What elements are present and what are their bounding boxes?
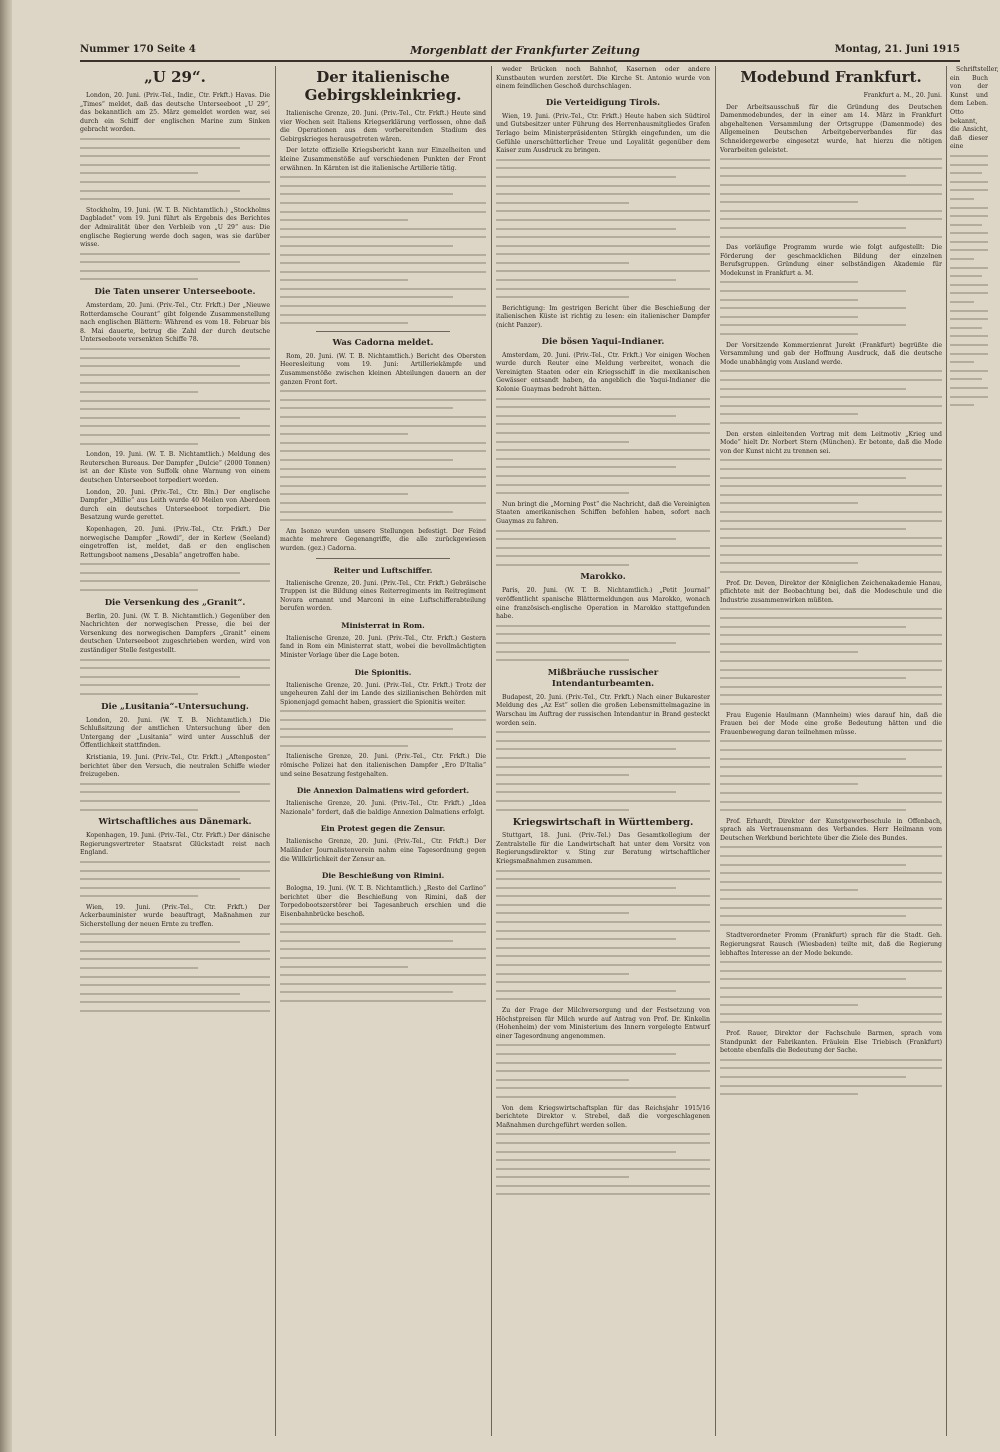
headline-daenemark: Wirtschaftliches aus Dänemark. — [98, 817, 252, 828]
newspaper-title: Morgenblatt der Frankfurter Zeitung — [410, 44, 640, 57]
article-paragraph: Stockholm, 19. Juni. (W. T. B. Nichtamtlich.) „Stockholms Dagbladet“ vom 19. Juni führt als Ergebnis des Berichtes der Admiralität über den Verbleib von „U 29“ aus: Die englische Regierung werde doch sagen, was sie darüber wisse. — [80, 206, 270, 249]
illegible-text — [80, 933, 270, 1012]
divider — [316, 331, 450, 332]
article-paragraph: Stuttgart, 18. Juni. (Priv.-Tel.) Das Gesamtkollegium der Zentralstelle für die Landwirtschaft hat unter dem Vorsitz von Regierungsdirektor v. Sting zur Beratung wirtschaftlicher Kriegsmaßnahmen zusammen. — [496, 832, 710, 865]
article-paragraph: Berichtigung: Im gestrigen Bericht über die Beschießung der italienischen Küste ist richtig zu lesen: ein italienischer Dampfer (nicht Panzer). — [496, 304, 710, 330]
column-1 — [80, 66, 270, 1426]
article-paragraph: Von dem Kriegswirtschaftsplan für das Reichsjahr 1915/16 berichtete Direktor v. Strebel, daß die vorgeschlagenen Maßnahmen durchgeführt werden sollen. — [496, 1104, 710, 1129]
illegible-text — [280, 390, 486, 521]
article-paragraph: Kopenhagen, 19. Juni. (Priv.-Tel., Ctr. Frkft.) Der dänische Regierungsvertreter Staatsrat Glückstadt reist nach England. — [80, 832, 270, 857]
divider — [316, 558, 450, 559]
headline-modebund: Modebund Frankfurt. — [740, 68, 922, 86]
article-paragraph: Das vorläufige Programm wurde wie folgt aufgestellt: Die Förderung der geschmacklichen Bildung der einzelnen Berufsgruppen. Gründung einer selbständigen Akademie für Modekunst in Frankfurt a. M. — [720, 244, 942, 277]
headline-marokko: Marokko. — [580, 572, 626, 583]
article-paragraph: Berlin, 20. Juni. (W. T. B. Nichtamtlich.) Gegenüber den Nachrichten der norwegischen Presse, die bei der Versenkung des norwegischen Dampfers „Granit“ einem deutschen Unterseeboot zugeschrieben werden, wird von zuständiger Stelle festgestellt. — [80, 612, 270, 655]
article-paragraph: Frau Eugenie Haulmann (Mannheim) wies darauf hin, daß die Frauen bei der Mode eine große Bedeutung hätten und die Frauenbewegung daran teilnehmen müsse. — [720, 711, 942, 736]
article-paragraph: London, 20. Juni. (Priv.-Tel., Ctr. Bln.) Der englische Dampfer „Millie“ aus Leith wurde 40 Meilen von Aberdeen durch ein deutsches Unterseeboot torpediert. Die Besatzung wurde gerettet. — [80, 488, 270, 522]
article-paragraph: Den ersten einleitenden Vortrag mit dem Leitmotiv „Krieg und Mode“ hielt Dr. Norbert Stern (München). Er betonte, daß die Mode von der Kunst nicht zu trennen sei. — [720, 430, 942, 455]
issue-date: Montag, 21. Juni 1915 — [834, 44, 960, 55]
illegible-text — [280, 710, 486, 746]
headline-granit: Die Versenkung des „Granit“. — [104, 597, 246, 608]
illegible-text — [80, 138, 270, 200]
column-rule — [275, 66, 276, 1436]
illegible-text — [720, 740, 942, 811]
article-paragraph: London, 20. Juni. (Priv.-Tel., Indir., Ctr. Frkft.) Havas. Die „Times“ meldet, daß das deutsche Unterseeboot „U 29“, das bekanntlich am 25. März gemeldet worden war, sei durch ein Schiff der englischen Marine zum Sinken gebracht worden. — [80, 92, 270, 134]
illegible-text — [280, 176, 486, 324]
article-paragraph: Italienische Grenze, 20. Juni. (Priv.-Tel., Ctr. Frkft.) Der Mailänder Journalistenverein nahm eine Tagesordnung gegen die Willkürlichkeit der Zensur an. — [280, 838, 486, 863]
article-paragraph: Kopenhagen, 20. Juni. (Priv.-Tel., Ctr. Frkft.) Der norwegische Dampfer „Rowdi“, der in Kerlew (Seeland) eingetroffen ist, meldet, daß er den englischen Rettungsboot namens „Desabla“ angetroffen habe. — [80, 525, 270, 559]
headline-dalmatien: Die Annexion Dalmatiens wird gefordert. — [296, 786, 470, 796]
article-paragraph: Der Arbeitsausschuß für die Gründung des Deutschen Damenmodebundes, der in einer am 14. März in Frankfurt abgehaltenen Versammlung der Ortsgruppe (Damenmode) des Allgemeinen Deutschen Arbeitgeberverbandes für das Schneidergewerbe eingesetzt wurde, hat hierzu die nötigen Vorarbeiten geleistet. — [720, 103, 942, 154]
illegible-text — [720, 281, 942, 335]
illegible-text — [496, 159, 710, 299]
illegible-text — [80, 563, 270, 591]
illegible-text — [80, 861, 270, 897]
masthead — [80, 40, 960, 62]
column-4 — [720, 66, 942, 1426]
article-paragraph: Der Vorsitzende Kommerzienrat Jurekt (Frankfurt) begrüßte die Versammlung und gab der Hoffnung Ausdruck, daß die deutsche Mode unabhängig vom Ausland werde. — [720, 341, 942, 366]
article-paragraph: Amsterdam, 20. Juni. (Priv.-Tel., Ctr. Frkft.) Vor einigen Wochen wurde durch Reuter eine Meldung verbreitet, wonach die Vereinigten Staaten oder ein Kriegsschiff in die mexikanischen Gewässer entsandt haben, da angeblich die Yaqui-Indianer die Kolonie Guaymas bedroht hätten. — [496, 351, 710, 393]
article-paragraph: Stadtverordneter Fromm (Frankfurt) sprach für die Stadt. Geh. Regierungsrat Rausch (Wiesbaden) teilte mit, daß die Regierung lebhaftes Interesse an der Mode bekunde. — [720, 932, 942, 957]
article-paragraph: Paris, 20. Juni. (W. T. B. Nichtamtlich.) „Petit Journal“ veröffentlicht spanische Blättermeldungen aus Marokko, wonach eine französisch-englische Operation in Marokko stattgefunden habe. — [496, 587, 710, 621]
illegible-text — [496, 625, 710, 661]
illegible-text — [950, 155, 988, 406]
illegible-text — [720, 846, 942, 925]
article-paragraph: Kristiania, 19. Juni. (Priv.-Tel., Ctr. Frkft.) „Aftenposten“ berichtet über den Versuch, die neutralen Schiffe wieder freizugeben. — [80, 753, 270, 779]
headline-spionitis: Die Spionitis. — [354, 667, 412, 677]
headline-intendantur: Mißbräuche russischer Intendanturbeamten. — [547, 667, 659, 689]
article-paragraph: Rom, 20. Juni. (W. T. B. Nichtamtlich.) Bericht des Obersten Heeresleitung vom 19. Juni: Artilleriekämpfe und Zusammenstöße zwischen kleinen Abteilungen dauern an der ganzen Front fort. — [280, 352, 486, 386]
illegible-text — [496, 731, 710, 810]
illegible-text — [80, 783, 270, 811]
column-rule — [715, 66, 716, 1436]
article-paragraph: Prof. Dr. Deven, Direktor der Königlichen Zeichenakademie Hanau, pflichtete mit der Beobachtung bei, daß die Modeschule und die Industrie zusammenwirken müßten. — [720, 579, 942, 604]
illegible-text — [496, 1133, 710, 1195]
article-paragraph: Budapest, 20. Juni. (Priv.-Tel., Ctr. Frkft.) Nach einer Bukarester Meldung des „Az Est“ sollen die großen Lebensmittelmagazine in Warschau im Auftrag der russischen Intendantur in Brand gesteckt worden sein. — [496, 693, 710, 727]
illegible-text — [80, 659, 270, 695]
headline-lusitania: Die „Lusitania“-Untersuchung. — [101, 701, 249, 712]
article-paragraph: Nun bringt die „Morning Post“ die Nachricht, daß die Vereinigten Staaten amerikanischen Schiffen befohlen haben, sofort nach Guaymas zu fahren. — [496, 500, 710, 525]
article-paragraph: Bologna, 19. Juni. (W. T. B. Nichtamtlich.) „Resto del Carlino“ berichtet über die Beschießung von Rimini, daß der Torpedobootszerstörer bei Tagesanbruch erschien und die Eisenbahnbrücke beschoß. — [280, 885, 486, 918]
illegible-text — [720, 961, 942, 1023]
article-paragraph: Der letzte offizielle Kriegsbericht kann nur Einzelheiten und kleine Zusammenstöße auf verschiedenen Punkten der Front erwähnen. In Kärnten ist die italienische Artillerie tätig. — [280, 147, 486, 172]
headline-cadorna: Was Cadorna meldet. — [332, 337, 434, 348]
column-rule — [491, 66, 492, 1436]
issue-number: Nummer 170 Seite 4 — [80, 44, 196, 55]
illegible-text — [80, 348, 270, 445]
article-paragraph: Amsterdam, 20. Juni. (Priv.-Tel., Ctr. Frkft.) Der „Nieuwe Rotterdamsche Courant“ gibt folgende Zusammenstellung nach englischen Blättern: Während es vom 18. Februar bis 8. Mai dauerte, betrug die Zahl der durch deutsche Unterseeboote versenkten Schiffe 78. — [80, 302, 270, 344]
illegible-text — [720, 158, 942, 237]
article-paragraph: Italienische Grenze, 20. Juni. (Priv.-Tel., Ctr. Frkft.) Die römische Polizei hat den italienischen Dampfer „Ero D'Italia“ und seine Besatzung festgehalten. — [280, 753, 486, 778]
headline-zensur: Ein Protest gegen die Zensur. — [320, 824, 446, 834]
article-paragraph: Am Isonzo wurden unsere Stellungen befestigt. Der Feind machte mehrere Gegenangriffe, die alle zurückgewiesen wurden. (gez.) Cadorna. — [280, 527, 486, 552]
illegible-text — [496, 530, 710, 566]
headline-reiter: Reiter und Luftschiffer. — [333, 565, 433, 575]
article-paragraph: Prof. Erhardt, Direktor der Kunstgewerbeschule in Offenbach, sprach als Vertrauensmann des Verbandes. Herr Heilmann vom Deutschen Werkbund berichtete über die Ziele des Bundes. — [720, 817, 942, 842]
headline-unterseeboote: Die Taten unserer Unterseeboote. — [94, 287, 256, 298]
article-paragraph: Wien, 19. Juni. (Priv.-Tel., Ctr. Frkft.) Der Ackerbauminister wurde beauftragt, Maßnahmen zur Sicherstellung der neuen Ernte zu treffen. — [80, 903, 270, 929]
illegible-text — [496, 398, 710, 495]
article-paragraph: Schriftsteller, ein Buch von der Kunst und dem Leben. Otto bekannt, die Ansicht, daß dieser eine — [950, 66, 999, 151]
illegible-text — [496, 1044, 710, 1098]
illegible-text — [80, 253, 270, 281]
column-3 — [496, 66, 710, 1426]
illegible-text — [720, 459, 942, 573]
illegible-text — [280, 923, 486, 1002]
article-paragraph: Zu der Frage der Milchversorgung und der Festsetzung von Höchstpreisen für Milch wurde auf Antrag von Prof. Dr. Kinkelin (Hohenheim) der vom Ministerium des Innern vorgelegte Entwurf einer Tagesordnung angenommen. — [496, 1007, 710, 1040]
article-paragraph: weder Brücken noch Bahnhof, Kasernen oder andere Kunstbauten wurden zerstört. Die Kirche St. Antonio wurde von einem feindlichen Geschoß durchschlagen. — [496, 66, 710, 91]
article-paragraph: London, 20. Juni. (W. T. B. Nichtamtlich.) Die Schlußsitzung der amtlichen Untersuchung über den Untergang der „Lusitania“ wird unter Ausschluß der Öffentlichkeit stattfinden. — [80, 716, 270, 750]
headline-tirol: Die Verteidigung Tirols. — [545, 97, 661, 108]
article-paragraph: Italienische Grenze, 20. Juni. (Priv.-Tel., Ctr. Frkft.) Gestern fand in Rom ein Ministerrat statt, wobei die bevollmächtigten Minister Vorlage über die Lage boten. — [280, 634, 486, 660]
headline-u29: „U 29“. — [144, 68, 206, 86]
illegible-text — [720, 608, 942, 705]
article-paragraph: Italienische Grenze, 20. Juni. (Priv.-Tel., Ctr. Frkft.) Heute sind vier Wochen seit Italiens Kriegserklärung verflossen, ohne daß die Operationen aus dem vorbereitenden Stadium des Gebirgskrieges herausgetreten wären. — [280, 110, 486, 143]
illegible-text — [720, 370, 942, 424]
column-rule — [946, 66, 947, 1436]
book-spine — [0, 0, 12, 1452]
article-paragraph: Prof. Rauer, Direktor der Fachschule Barmen, sprach vom Standpunkt der Fabrikanten. Fräulein Else Triebisch (Frankfurt) betonte ebenfalls die Bedeutung der Sache. — [720, 1029, 942, 1055]
headline-rimini: Die Beschießung von Rimini. — [321, 871, 445, 881]
article-paragraph: Wien, 19. Juni. (Priv.-Tel., Ctr. Frkft.) Heute haben sich Südtirol und Gutsbesitzer unter Führung des Herrenhausmitgliedes Grafen Terlago beim Ministerpräsidenten Stürgkh eingefunden, um die Gefühle unerschütterlicher Treue und Loyalität gegenüber dem Kaiser zum Ausdruck zu bringen. — [496, 112, 710, 155]
article-paragraph: Italienische Grenze, 20. Juni. (Priv.-Tel., Ctr. Frkft.) Gebräische Truppen ist die Bildung eines Reiterregiments im Reitregiment Novara ernannt und Marconi in eine Luftschifferabteilung berufen worden. — [280, 579, 486, 613]
illegible-text — [720, 1059, 942, 1095]
article-paragraph: Italienische Grenze, 20. Juni. (Priv.-Tel., Ctr. Frkft.) Trotz der ungeheuren Zahl der im Lande des sizilianischen Behörden mit Spionenjagd gemacht haben, grassiert die Spionitis weiter. — [280, 681, 486, 706]
illegible-text — [496, 870, 710, 1001]
article-paragraph: London, 19. Juni. (W. T. B. Nichtamtlich.) Meldung des Reuterschen Bureaus. Der Dampfer „Dulcie“ (2000 Tonnen) ist an der Küste von Suffolk ohne Warnung von einem deutschen Unterseeboot torpediert worden. — [80, 451, 270, 484]
headline-yaqui: Die bösen Yaqui-Indianer. — [541, 336, 665, 347]
column-5-partial — [950, 66, 999, 1426]
article-paragraph: Italienische Grenze, 20. Juni. (Priv.-Tel., Ctr. Frkft.) „Idea Nazionale“ fordert, daß die baldige Annexion Dalmatiens erfolgt. — [280, 800, 486, 816]
dateline: Frankfurt a. M., 20. Juni. — [863, 92, 942, 99]
column-2 — [280, 66, 486, 1426]
headline-wuerttemberg: Kriegswirtschaft in Württemberg. — [512, 817, 694, 829]
headline-ministerrat: Ministerrat in Rom. — [341, 620, 425, 630]
headline-gebirgskleinkrieg: Der italienische Gebirgskleinkrieg. — [304, 68, 462, 104]
